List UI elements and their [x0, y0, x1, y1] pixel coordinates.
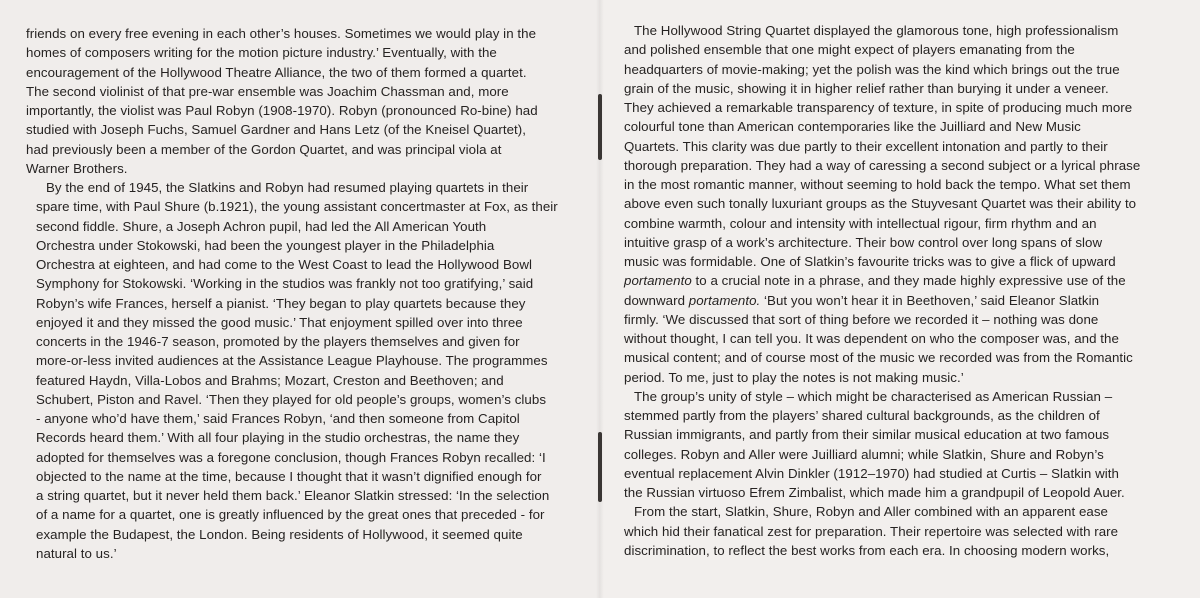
text-line: homes of composers writing for the motion picture industry.’ Eventually, with the: [26, 45, 497, 61]
text-line: Robyn’s wife Frances, herself a pianist. ‘They began to play quartets because they: [36, 295, 526, 311]
text-line: colourful tone than American contemporaries like the Juilliard and New Music: [624, 119, 1081, 135]
right-paragraph-2: [624, 387, 1176, 503]
text-line: [624, 271, 1176, 290]
text-line: Warner Brothers.: [26, 160, 128, 176]
right-paragraph-1: [624, 21, 1176, 387]
text-line: above even such tonally luxuriant groups as the Stuyvesant Quartet was their ability to: [624, 196, 1137, 212]
left-paragraph-2: [26, 178, 586, 563]
text-line: in the most romantic manner, without seeming to hold back the tempo. What set them: [624, 177, 1131, 192]
text-line: objected to the name at the time, because I thought that it wasn’t dignified enough for: [36, 468, 542, 484]
text-line: encouragement of the Hollywood Theatre Alliance, the two of them formed a quartet.: [26, 64, 527, 80]
left-page-text: [26, 24, 586, 563]
text-line: intuitive grasp of a work’s architecture. Their bow control over long spans of slow: [624, 234, 1103, 250]
text-line: Quartets. This clarity was due partly to their excellent intonation and partly to their: [624, 138, 1108, 154]
text-line: headquarters of movie-making; yet the polish was the kind which brings out the true: [624, 61, 1120, 77]
text-line: featured Haydn, Villa-Lobos and Brahms; Mozart, Creston and Beethoven; and: [36, 372, 504, 388]
text-line: more-or-less invited audiences at the Assistance League Playhouse. The programmes: [36, 353, 548, 369]
text-line: stemmed partly from the players’ shared cultural backgrounds, as the children of: [624, 408, 1100, 423]
text-line: example the Budapest, the London. Being residents of Hollywood, it seemed quite: [36, 526, 523, 542]
text-line: Symphony for Stokowski. ‘Working in the studios was frankly not too gratifying,’ said: [36, 276, 534, 292]
text-line: of a name for a quartet, one is greatly influenced by the great ones that preceded - for: [36, 507, 545, 523]
text-line: friends on every free evening in each other’s houses. Sometimes we would play in the: [26, 26, 537, 41]
text-line: concerts in the 1946-7 season, promoted by the players themselves and given for: [36, 334, 520, 349]
right-page-text: [624, 21, 1176, 560]
text-line: Orchestra under Stokowski, had been the youngest player in the Philadelphia: [36, 237, 495, 253]
text-line: They achieved a remarkable transparency of texture, in spite of producing much more: [624, 100, 1133, 115]
text-line: natural to us.’: [36, 545, 117, 561]
text-line: which hid their fanatical zest for preparation. Their repertoire was selected with rare: [624, 523, 1119, 539]
text-line: Orchestra at eighteen, and had come to the West Coast to lead the Hollywood Bowl: [36, 257, 533, 272]
text-line: combine warmth, colour and intensity with intellectual rigour, firm rhythm and an: [624, 215, 1097, 231]
left-paragraph-1: [26, 24, 586, 178]
text-line: Records heard them.’ With all four playing in the studio orchestras, the name they: [36, 430, 520, 446]
margin-mark: [598, 432, 602, 502]
text-line: spare time, with Paul Shure (b.1921), the young assistant concertmaster at Fox, as their: [36, 199, 558, 215]
text-line: a string quartet, but it never held them back.’ Eleanor Slatkin stressed: ‘In the selection: [36, 488, 550, 503]
text-line: The second violinist of that pre-war ensemble was Joachim Chassman and, more: [26, 83, 509, 99]
text-line: grain of the music, showing it in higher relief rather than burying it under a veneer.: [624, 80, 1109, 96]
text-line: studied with Joseph Fuchs, Samuel Gardner and Hans Letz (of the Kneisel Quartet),: [26, 122, 526, 138]
text-line: and polished ensemble that one might expect of players emanating from the: [624, 42, 1075, 58]
italic-term: portamento.: [688, 292, 761, 308]
text-line: had previously been a member of the Gordon Quartet, and was principal viola at: [26, 141, 502, 157]
text-line: - anyone who’d have them,’ said Frances Robyn, ‘and then someone from Capitol: [36, 411, 520, 426]
text-line: thorough preparation. They had a way of caressing a second subject or a lyrical phrase: [624, 157, 1141, 173]
right-page: [600, 0, 1200, 598]
text-line: discrimination, to reflect the best works from each era. In choosing modern works,: [624, 542, 1110, 558]
text-line: eventual replacement Alvin Dinkler (1912–1970) had studied at Curtis – Slatkin with: [624, 465, 1119, 481]
text-line: The group’s unity of style – which might be characterised as American Russian –: [634, 388, 1113, 404]
text-line: enjoyed it and they missed the good music.’ That enjoyment spilled over into three: [36, 314, 523, 330]
text-line: the Russian virtuoso Efrem Zimbalist, which made him a grandpupil of Leopold Auer.: [624, 485, 1125, 500]
book-gutter: [596, 0, 604, 598]
text-line: music was formidable. One of Slatkin’s favourite tricks was to give a flick of upward: [624, 254, 1116, 269]
text-line: second fiddle. Shure, a Joseph Achron pupil, had led the All American Youth: [36, 218, 487, 234]
text-line: Russian immigrants, and partly from their similar musical education at two famous: [624, 427, 1110, 443]
text-line: [624, 291, 1176, 310]
text-line: Schubert, Piston and Ravel. ‘Then they played for old people’s groups, women’s clubs: [36, 391, 547, 407]
text-line: period. To me, just to play the notes is not making music.’: [624, 369, 964, 385]
text-line: importantly, the violist was Paul Robyn (1908-1970). Robyn (pronounced Ro-bine) had: [26, 103, 538, 118]
text-line: The Hollywood String Quartet displayed the glamorous tone, high professionalism: [634, 23, 1119, 38]
text-line: musical content; and of course most of the music we recorded was from the Romantic: [624, 350, 1133, 366]
text-fragment: ‘But you won’t hear it in Beethoven,’ said Eleanor Slatkin: [760, 292, 1100, 308]
text-line: By the end of 1945, the Slatkins and Robyn had resumed playing quartets in their: [46, 180, 529, 195]
text-line: firmly. ‘We discussed that sort of thing before we recorded it – nothing was done: [624, 311, 1099, 327]
text-fragment: to a crucial note in a phrase, and they made highly expressive use of the: [691, 273, 1126, 289]
text-line: adopted for themselves was a foregone conclusion, though Frances Robyn recalled: ‘I: [36, 449, 546, 465]
italic-term: portamento: [624, 273, 692, 289]
right-paragraph-3: [624, 502, 1176, 560]
text-line: colleges. Robyn and Aller were Juilliard alumni; while Slatkin, Shure and Robyn’s: [624, 446, 1104, 462]
margin-mark: [598, 94, 602, 160]
text-line: without thought, I can tell you. It was dependent on who the composer was, and the: [624, 331, 1119, 346]
text-fragment: downward: [624, 292, 689, 308]
text-line: From the start, Slatkin, Shure, Robyn and Aller combined with an apparent ease: [634, 504, 1108, 520]
